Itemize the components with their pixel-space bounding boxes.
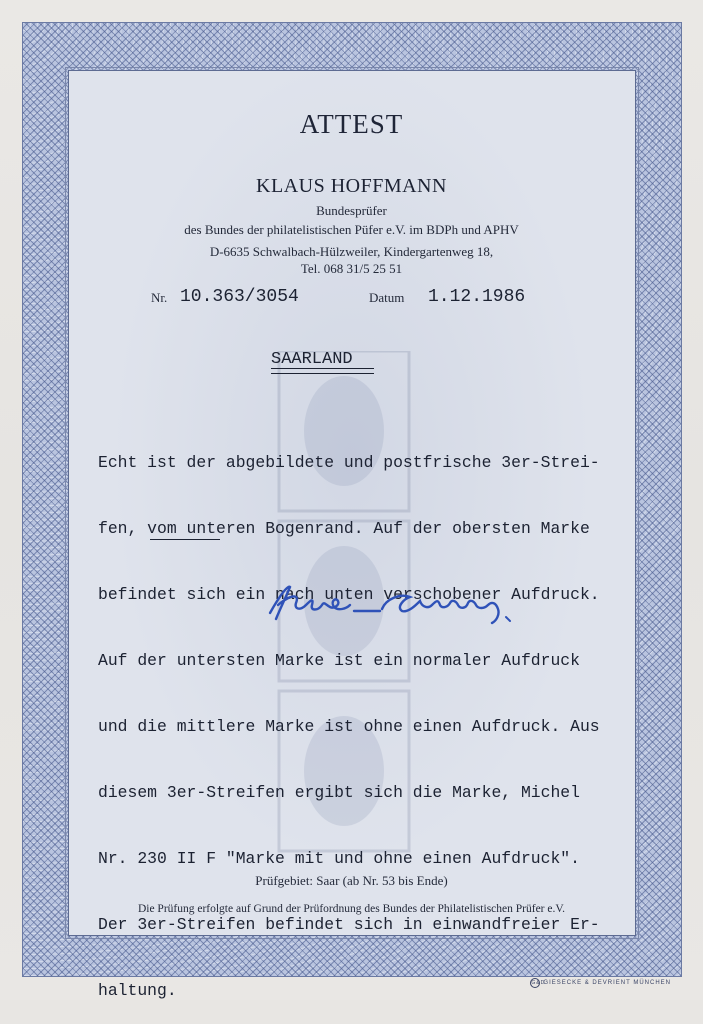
body-line: Auf der untersten Marke ist ein normaler Aufdruck	[98, 651, 580, 670]
body-line: Der 3er-Streifen befindet sich in einwandfreier Er-	[98, 915, 600, 934]
body-line: Nr. 230 II F "Marke mit und ohne einen Aufdruck".	[98, 849, 580, 868]
body-line: haltung.	[98, 981, 177, 1000]
body-line: befindet sich ein nach unten verschobener Aufdruck.	[98, 585, 600, 604]
printer-imprint	[530, 978, 671, 988]
body-line: diesem 3er-Streifen ergibt sich die Marke, Michel	[98, 783, 580, 802]
certificate-body	[98, 408, 618, 1024]
certificate-number: 10.363/3054	[180, 287, 299, 307]
catalog-number-underline	[150, 539, 220, 540]
printer-name: GIESECKE & DEVRIENT MÜNCHEN	[543, 980, 671, 986]
examiner-name: KLAUS HOFFMANN	[256, 175, 447, 197]
document-title: ATTEST	[299, 109, 404, 139]
number-label: Nr.	[151, 290, 168, 305]
examiner-role: Bundesprüfer	[316, 203, 387, 218]
examiner-association: des Bundes der philatelistischen Püfer e.V. im BDPh und APHV	[184, 222, 519, 237]
printer-logo-icon: G&D	[531, 980, 546, 986]
date-label: Datum	[369, 290, 405, 305]
certificate-date: 1.12.1986	[428, 287, 526, 307]
body-line: fen, vom unteren Bogenrand. Auf der obersten Marke	[98, 519, 590, 538]
examiner-address: D-6635 Schwalbach-Hülzweiler, Kindergartenweg 18,	[209, 244, 494, 259]
exam-scope: Prüfgebiet: Saar (ab Nr. 53 bis Ende)	[255, 873, 448, 888]
handwritten-signature	[260, 575, 530, 635]
footer-note: Die Prüfung erfolgte auf Grund der Prüfordnung des Bundes der Philatelistischen Prüfer e.V.	[137, 903, 566, 915]
body-line: und die mittlere Marke ist ohne einen Aufdruck. Aus	[98, 717, 600, 736]
examiner-phone: Tel. 068 31/5 25 51	[300, 261, 403, 276]
body-line: Echt ist der abgebildete und postfrische 3er-Strei-	[98, 453, 600, 472]
region-double-underline	[271, 368, 374, 374]
region-heading: SAARLAND	[271, 350, 353, 369]
